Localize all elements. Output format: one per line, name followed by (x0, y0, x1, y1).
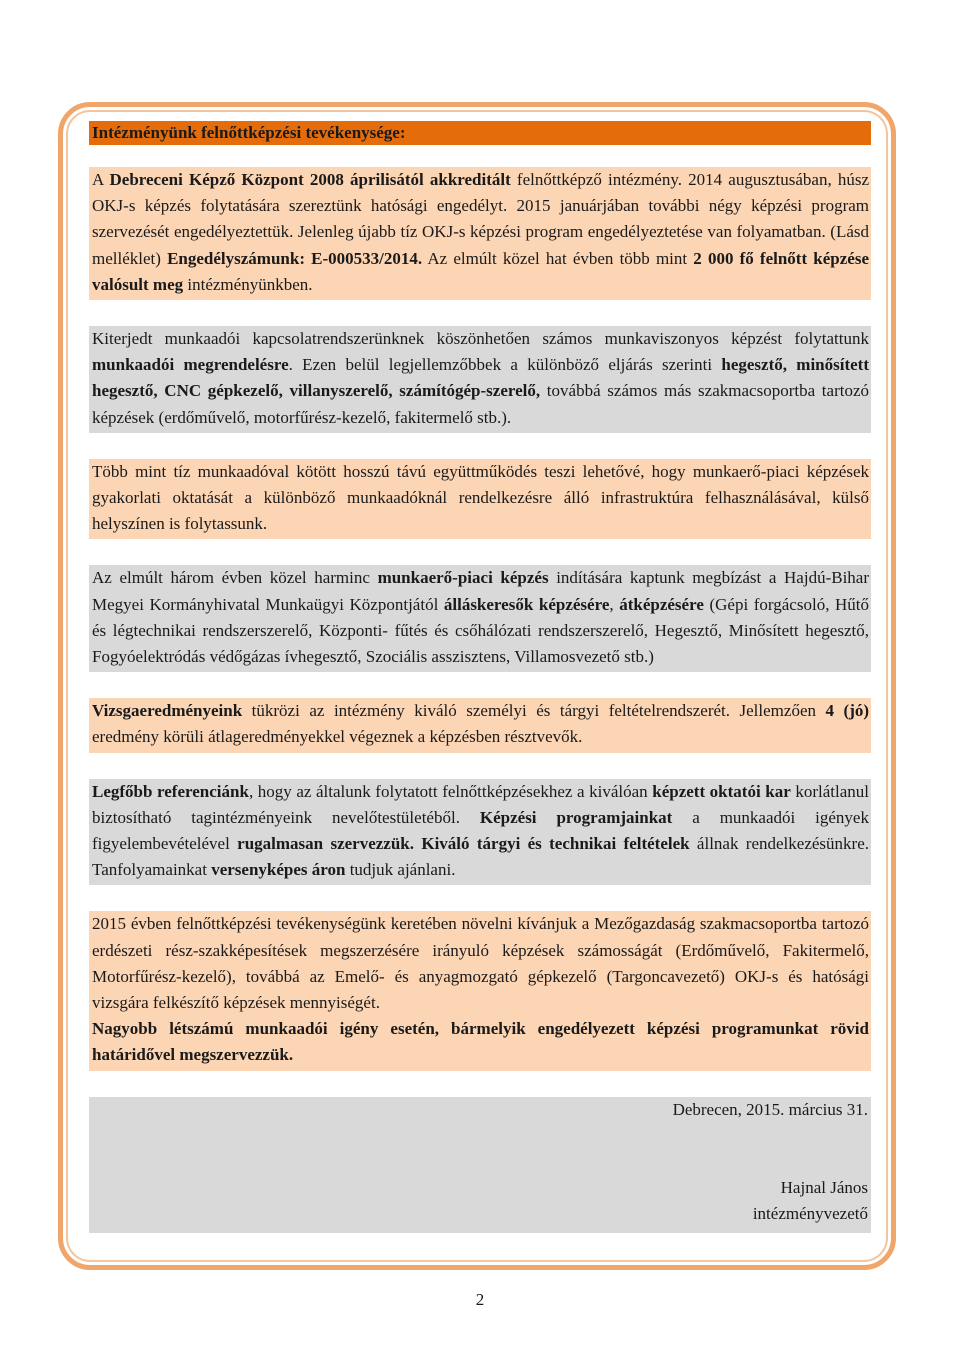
paragraph-intro (89, 167, 871, 300)
signature-block (89, 1097, 871, 1233)
text-run: (Gépi forgácsoló, Hűtő és légtechnikai rendszerszerelő, Központi- fűtés és csőhálózati rendszerszerelő, Hegesztő, Minősített hegesztő, Fogyóelektródás védőgázas ívhegesztő, Szociális asszisztens, Villamosvezető stb.) (92, 594, 870, 667)
text-run: 2015 évben felnőttképzési tevékenységünk keretében növelni kívánjuk a Mezőgazdaság szakmacsoportba tartozó erdészeti rész-szakképesítések megszerzésére irányuló képzések számosságát (Erdőművelő, Fakitermelő, Motorfűrész-kezelő), továbbá az Emelő- és anyagmozgató gépkezelő (Targoncavezető) OKJ-s és hatósági vizsgára felkészítő képzések mennyiségét. (92, 914, 869, 1013)
bold-text-run: Legfőbb referenciánk (92, 781, 249, 801)
bold-text-run: átképzésére (619, 594, 704, 614)
text-run: tükrözi az intézmény kiváló személyi és tárgyi feltételrendszerét. Jellemzően (242, 701, 826, 721)
text-run: felnőttképző intézmény. 2014 augusztusában, húsz OKJ-s képzés folytatására szereztünk hatósági engedélyt. 2015 januárjában további négy képzési program szervezését engedélyeztettük. Jelenleg újabb tíz OKJ-s képzési program engedélyeztetése van folyamatban. (Lásd melléklet) (92, 170, 869, 268)
signature-role: intézményvezető (752, 1203, 868, 1223)
text-run: , (609, 594, 620, 614)
text-run: Kiterjedt munkaadói kapcsolatrendszerünknek köszönhetően számos munkaviszonyos képzést folytattunk (92, 329, 869, 349)
document-content (89, 121, 871, 1233)
paragraph-labour-market-trainings (89, 565, 871, 672)
bold-text-run: Debreceni Képző Központ 2008 áprilisától akkreditált (109, 170, 511, 189)
bold-text-run: versenyképes áron (211, 860, 346, 880)
text-run: korlátlanul biztosítható tagintézményeink nevelőtestületéből. (92, 781, 869, 827)
bold-text-run: Nagyobb létszámú munkaadói igény esetén, bármelyik engedélyezett képzési programunkat rövid határidővel megszervezzük. (92, 1019, 869, 1065)
text-run: eredmény körüli átlageredményekkel végeznek a képzésben résztvevők. (92, 727, 583, 747)
paragraph-plans-2015 (89, 911, 871, 1070)
paragraph-references (89, 779, 871, 886)
paragraph-cooperation (89, 459, 871, 540)
text-run: , hogy az általunk folytatott felnőttképzésekhez a kiválóan (248, 781, 653, 801)
bold-text-run: munkaadói megrendelésre (92, 355, 289, 375)
bold-text-run: Engedélyszámunk: E-000533/2014. (167, 248, 423, 268)
bold-text-run: rugalmasan szervezzük. Kiváló tárgyi és technikai feltételek (237, 834, 690, 854)
section-heading: Intézményünk felnőttképzési tevékenysége: (89, 121, 871, 145)
text-run: Az elmúlt közel hat évben több mint (422, 248, 694, 268)
bold-text-run: munkaerő-piaci képzés (377, 568, 549, 588)
text-run: intézményünkben. (183, 274, 313, 294)
paragraph-exam-results (89, 698, 871, 752)
bold-text-run: hegesztő, minősített hegesztő, CNC gépkezelő, villanyszerelő, számítógép-szerelő, (92, 355, 869, 401)
text-run: . Ezen belül legjellemzőbbek a különböző eljárás szerinti (288, 355, 722, 375)
bold-text-run: Vizsgaeredményeink (92, 701, 243, 721)
text-run: tudjuk ajánlani. (345, 860, 456, 880)
bold-text-run: 4 (jó) (825, 701, 870, 721)
bold-text-run: 2 000 fő felnőtt képzése valósult meg (92, 248, 869, 294)
text-run: A (92, 170, 110, 189)
signature-date: Debrecen, 2015. március 31. (672, 1099, 868, 1119)
bold-text-run: álláskeresők képzésére (443, 594, 610, 614)
text-run: indítására kaptunk megbízást a Hajdú-Bihar Megyei Kormányhivatal Munkaügyi Központjától (92, 568, 870, 614)
bold-text-run: képzett oktatói kar (652, 781, 791, 801)
text-run: továbbá számos más szakmacsoportba tartozó képzések (erdőművelő, motorfűrész-kezelő, fakitermelő stb.). (92, 381, 869, 427)
paragraph-employer-relations (89, 326, 871, 433)
text-run: állnak rendelkezésünkre. Tanfolyamainkat (92, 834, 869, 880)
text-run: a munkaadói igények figyelembevételével (92, 807, 869, 854)
text-run: Több mint tíz munkaadóval kötött hosszú távú együttműködés teszi lehetővé, hogy munkaerő-piaci képzések gyakorlati oktatását a különböző munkaadóknál rendelkezésre álló infrastruktúra felhasználásával, külső helyszínen is folytassunk. (92, 461, 869, 534)
signature-name: Hajnal János (780, 1177, 868, 1197)
bold-text-run: Képzési programjainkat (479, 807, 673, 827)
text-run: Az elmúlt három évben közel harminc (92, 568, 378, 588)
page-number: 2 (475, 1290, 485, 1309)
